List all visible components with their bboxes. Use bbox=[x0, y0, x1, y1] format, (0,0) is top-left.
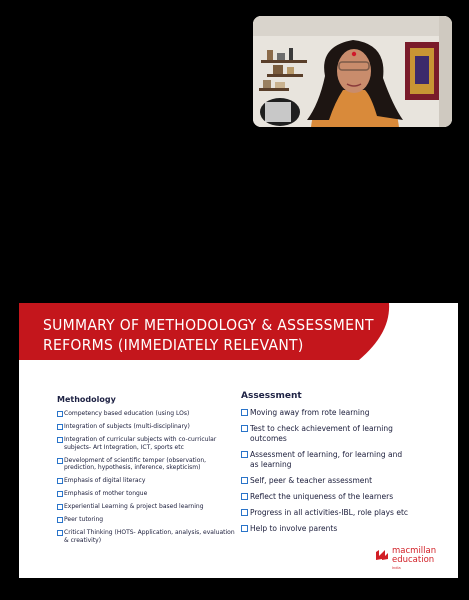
list-item bbox=[241, 450, 411, 470]
macmillan-education-logo bbox=[376, 547, 456, 577]
list-item-text: Self, peer & teacher assessment bbox=[250, 476, 373, 485]
shared-slide bbox=[19, 303, 458, 578]
list-item-text: Integration of curricular subjects with co-curricular subjects- Art Integration, ICT, sports etc bbox=[64, 436, 217, 451]
logo-word-2: education bbox=[392, 555, 435, 565]
list-item bbox=[57, 516, 237, 524]
assessment-heading: Assessment bbox=[241, 391, 302, 401]
list-item-text: Critical Thinking (HOTS- Application, analysis, evaluation & creativity) bbox=[64, 529, 235, 544]
list-item bbox=[57, 490, 237, 498]
list-item-text: Integration of subjects (multi-disciplinary) bbox=[64, 423, 190, 430]
logo-word-1: macmillan bbox=[392, 546, 437, 556]
checkbox-bullet-icon bbox=[57, 530, 63, 536]
list-item-text: Development of scientific temper (observation, prediction, hypothesis, inference, skepticism) bbox=[64, 456, 207, 471]
checkbox-bullet-icon bbox=[57, 491, 63, 497]
slide-title-line-2: REFORMS (IMMEDIATELY RELEVANT) bbox=[43, 336, 304, 354]
list-item-text: Competency based education (using LOs) bbox=[64, 410, 190, 417]
list-item bbox=[57, 410, 237, 418]
slide-title-line-1: SUMMARY OF METHODOLOGY & ASSESSMENT bbox=[43, 316, 374, 334]
logo-region: India bbox=[392, 566, 401, 570]
list-item-text: Progress in all activities-IBL, role plays etc bbox=[250, 508, 409, 517]
list-item-text: Moving away from rote learning bbox=[250, 408, 370, 417]
checkbox-bullet-icon bbox=[57, 517, 63, 523]
checkbox-bullet-icon bbox=[241, 525, 248, 532]
list-item-text: Reflect the uniqueness of the learners bbox=[250, 492, 394, 501]
checkbox-bullet-icon bbox=[241, 409, 248, 416]
list-item bbox=[241, 408, 411, 418]
methodology-heading: Methodology bbox=[57, 395, 116, 404]
list-item bbox=[57, 436, 237, 451]
list-item bbox=[241, 492, 411, 502]
slide-title-banner bbox=[19, 303, 458, 360]
list-item bbox=[57, 457, 237, 472]
methodology-column bbox=[57, 395, 237, 550]
checkbox-bullet-icon bbox=[57, 437, 63, 443]
methodology-list bbox=[57, 410, 237, 544]
checkbox-bullet-icon bbox=[241, 425, 248, 432]
logo-wordmark bbox=[392, 547, 436, 565]
participant-video-feed bbox=[253, 16, 452, 127]
assessment-list bbox=[241, 408, 411, 534]
assessment-column bbox=[241, 391, 411, 540]
checkbox-bullet-icon bbox=[57, 424, 63, 430]
list-item bbox=[57, 503, 237, 511]
slide-title bbox=[43, 315, 403, 355]
list-item-text: Experiential Learning & project based learning bbox=[64, 503, 204, 510]
list-item bbox=[57, 529, 237, 544]
checkbox-bullet-icon bbox=[241, 509, 248, 516]
checkbox-bullet-icon bbox=[241, 451, 248, 458]
list-item-text: Emphasis of digital literacy bbox=[64, 477, 146, 484]
checkbox-bullet-icon bbox=[57, 411, 63, 417]
checkbox-bullet-icon bbox=[241, 477, 248, 484]
list-item bbox=[241, 424, 411, 444]
list-item-text: Help to involve parents bbox=[250, 524, 338, 533]
list-item bbox=[241, 476, 411, 486]
macmillan-logo-mark-icon bbox=[376, 550, 389, 560]
list-item bbox=[57, 477, 237, 485]
checkbox-bullet-icon bbox=[57, 458, 63, 464]
checkbox-bullet-icon bbox=[57, 478, 63, 484]
checkbox-bullet-icon bbox=[241, 493, 248, 500]
participant-video-tile[interactable] bbox=[253, 16, 452, 127]
list-item bbox=[241, 508, 411, 518]
checkbox-bullet-icon bbox=[57, 504, 63, 510]
list-item-text: Test to check achievement of learning outcomes bbox=[250, 424, 393, 443]
list-item-text: Emphasis of mother tongue bbox=[64, 490, 148, 497]
list-item-text: Assessment of learning, for learning and as learning bbox=[250, 450, 403, 469]
list-item bbox=[241, 524, 411, 534]
list-item-text: Peer tutoring bbox=[64, 516, 104, 523]
list-item bbox=[57, 423, 237, 431]
